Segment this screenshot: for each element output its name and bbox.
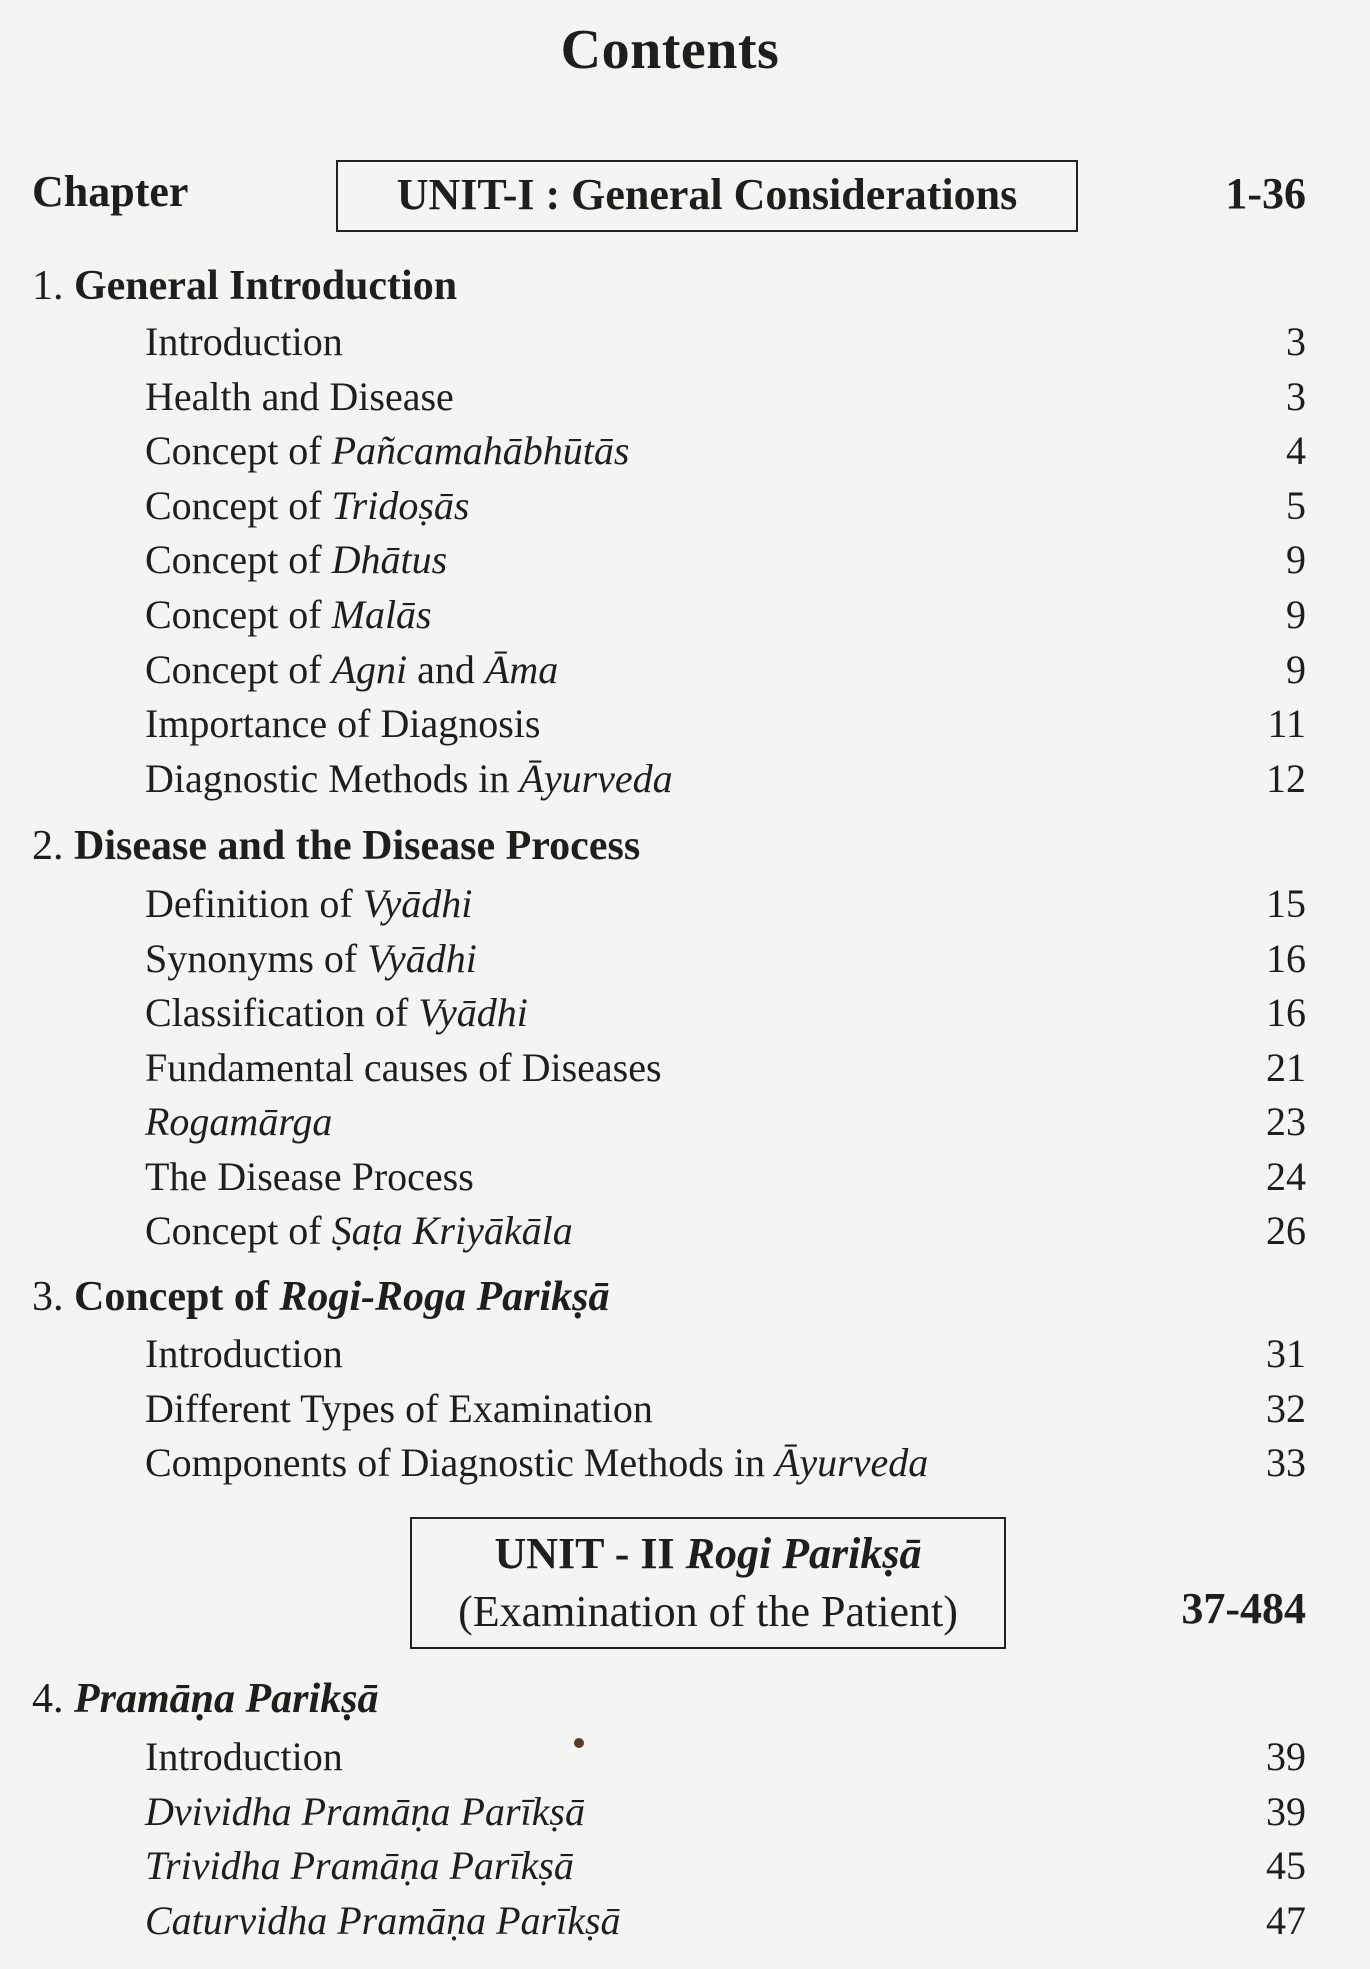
entry-title [145,1154,474,1199]
chapter-title [74,1274,610,1320]
entry-title-italic: Vyādhi [362,881,473,926]
unit-1-title: UNIT-I : General Considerations [396,170,1018,219]
chapter-title: Disease and the Disease Process [74,823,641,869]
unit-2-title [494,1529,921,1578]
chapter-4-heading [32,1675,379,1723]
unit-2-title-italic: Rogi Parikṣā [685,1529,922,1578]
entry-page-number: 32 [1266,1385,1306,1431]
page-title: Contents [560,19,780,81]
entry-title-italic: Caturvidha Pramāṇa Parīkṣā [145,1897,621,1943]
chapter-number: 1. [32,263,64,309]
entry-title [145,319,343,364]
entry-title-text: Concept of [145,482,332,528]
entry-title [145,1331,343,1376]
toc-entry [145,1098,1306,1145]
entry-page-number: 33 [1266,1440,1306,1485]
entry-title [145,1734,343,1779]
toc-entry [145,989,1306,1036]
entry-title-italic: Trividha Pramāṇa Parīkṣā [145,1843,574,1888]
entry-title-text: Fundamental causes of Diseases [145,1044,662,1090]
entry-title-text: Introduction [145,1331,343,1376]
unit-2-subtitle: (Examination of the Patient) [458,1587,958,1636]
entry-title-italic: Malās [331,592,432,637]
entry-title-text: Concept of [145,428,332,474]
toc-entry [145,935,1306,982]
entry-page-number: 16 [1266,935,1306,981]
entry-page-number: 12 [1266,755,1306,801]
toc-entry [145,1044,1306,1091]
toc-entry [145,373,1306,420]
entry-title-italic: Dvividha Pramāṇa Parīkṣā [145,1788,585,1834]
entry-page-number: 4 [1286,428,1306,474]
entry-page-number: 16 [1266,990,1306,1035]
entry-title-italic: Āyurveda [774,1440,929,1485]
entry-title [145,1898,621,1943]
chapter-title-plain: Concept of [74,1274,280,1320]
toc-entry [145,1733,1306,1780]
entry-title-text: Definition of [145,881,363,926]
entry-title-text: Components of Diagnostic Methods in [145,1440,775,1485]
ink-speck [574,1738,584,1748]
entry-title [145,756,673,801]
entry-page-number: 47 [1266,1897,1306,1943]
toc-entry [145,482,1306,529]
entry-title [145,647,558,692]
entry-page-number: 31 [1266,1331,1306,1376]
unit-2-title-plain: UNIT - II [494,1529,686,1578]
chapter-1-heading [32,262,457,310]
unit-2-page-range: 37-484 [1181,1584,1306,1633]
entry-title-italic: Tridoṣās [331,482,470,528]
entry-title [145,990,528,1035]
entry-title-text: Classification of [145,990,419,1035]
entry-title-text: Synonyms of [145,935,368,981]
unit-1-title-box [336,160,1078,232]
chapter-column-label: Chapter [32,167,189,216]
entry-title-italic: Āyurveda [519,755,673,801]
entry-title [145,881,472,926]
entry-title-italic: Vyādhi [418,990,528,1035]
toc-entry [145,318,1306,365]
toc-entry [145,427,1306,474]
entry-page-number: 9 [1286,592,1306,637]
entry-title [145,1386,653,1431]
chapter-title: Pramāṇa Parikṣā [74,1676,379,1722]
entry-title-text: Importance of Diagnosis [145,701,541,747]
toc-entry [145,1153,1306,1200]
toc-entry [145,536,1306,583]
entry-title-italic: Dhātus [331,537,448,583]
entry-title [145,1789,585,1834]
entry-title [145,537,447,582]
chapter-3-heading [32,1273,610,1321]
entry-title-text: Health and Disease [145,373,454,419]
entry-page-number: 39 [1266,1734,1306,1779]
entry-page-number: 23 [1266,1099,1306,1144]
unit-1-page-range: 1-36 [1225,169,1306,218]
entry-title-text: Diagnostic Methods in [145,755,520,801]
entry-title [145,1099,332,1144]
entry-title-text: Concept of [145,592,332,637]
entry-page-number: 24 [1266,1153,1306,1199]
entry-title-italic: Pañcamahābhūtās [331,428,630,474]
toc-entry [145,1897,1306,1944]
entry-page-number: 39 [1266,1788,1306,1834]
entry-title-italic: Āma [484,646,559,692]
toc-entry [145,1330,1306,1377]
entry-page-number: 15 [1266,881,1306,926]
toc-entry [145,1207,1306,1254]
entry-page-number: 26 [1266,1208,1306,1253]
entry-title-text: The Disease Process [145,1153,474,1199]
entry-title [145,1843,574,1888]
entry-page-number: 45 [1266,1843,1306,1888]
entry-title-italic: Rogamārga [145,1099,333,1144]
entry-page-number: 21 [1266,1044,1306,1090]
entry-page-number: 11 [1267,701,1306,747]
toc-entry [145,646,1306,693]
entry-page-number: 3 [1286,373,1306,419]
entry-title-italic: Agni [331,646,408,692]
toc-entry [145,1385,1306,1432]
toc-entry [145,1439,1306,1486]
entry-title-italic: Ṣaṭa Kriyākāla [331,1208,573,1253]
chapter-number: 4. [32,1676,64,1722]
entry-title [145,592,432,637]
chapter-title: General Introduction [74,263,458,309]
unit-2-title-box [410,1517,1006,1649]
entry-title-italic: Vyādhi [367,935,477,981]
entry-title-text: Introduction [145,319,343,364]
entry-page-number: 9 [1286,646,1306,692]
entry-page-number: 9 [1286,537,1306,583]
toc-entry [145,591,1306,638]
toc-entry [145,1842,1306,1889]
toc-entry [145,755,1306,802]
entry-title-text: and [407,646,485,692]
chapter-2-heading [32,822,640,870]
toc-entry [145,880,1306,927]
entry-title [145,701,540,746]
chapter-number: 2. [32,823,64,869]
entry-title [145,936,477,981]
entry-title [145,428,629,473]
entry-page-number: 5 [1286,482,1306,528]
entry-title [145,483,469,528]
entry-title [145,1208,573,1253]
toc-entry [145,1788,1306,1835]
entry-title-text: Concept of [145,537,332,583]
entry-title-text: Different Types of Examination [145,1385,653,1431]
entry-title [145,374,454,419]
toc-entry [145,700,1306,747]
entry-page-number: 3 [1286,319,1306,364]
entry-title-text: Introduction [145,1734,343,1779]
entry-title-text: Concept of [145,646,332,692]
entry-title [145,1440,928,1485]
entry-title [145,1045,662,1090]
entry-title-text: Concept of [145,1208,332,1253]
chapter-number: 3. [32,1274,64,1320]
chapter-title-italic: Rogi-Roga Parikṣā [279,1274,610,1320]
